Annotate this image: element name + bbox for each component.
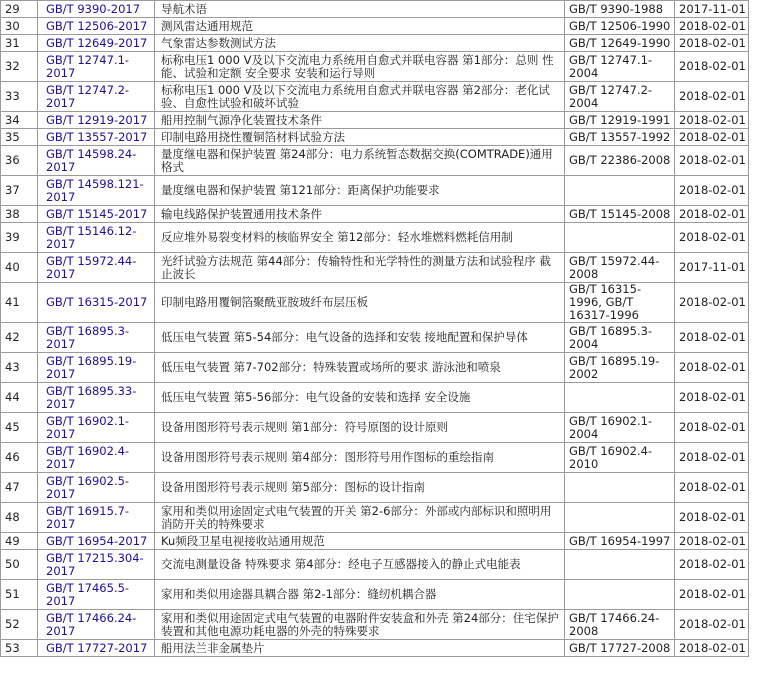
replaced-standard-cell (565, 550, 675, 580)
standard-name-cell: 设备用图形符号表示规则 第4部分：图形符号用作图标的重绘指南 (155, 443, 565, 473)
standard-name-cell: 光纤试验方法规范 第44部分：传输特性和光学特性的测量方法和试验程序 截止波长 (155, 253, 565, 283)
table-row (1, 550, 749, 580)
standard-code-link[interactable]: GB/T 12919-2017 (46, 112, 148, 127)
row-number-cell: 39 (1, 223, 38, 253)
table-row (1, 18, 749, 35)
table-row (1, 443, 749, 473)
row-number-cell: 45 (1, 413, 38, 443)
row-number-cell: 52 (1, 610, 38, 640)
row-number-cell: 49 (1, 533, 38, 550)
standard-code-cell (38, 353, 155, 383)
standard-code-link[interactable]: GB/T 16954-2017 (46, 533, 148, 548)
effective-date-cell: 2018-02-01 (675, 82, 749, 112)
standard-name-cell: 低压电气装置 第5-56部分：电气设备的安装和选择 安全设施 (155, 383, 565, 413)
effective-date-cell: 2018-02-01 (675, 176, 749, 206)
effective-date-cell: 2018-02-01 (675, 35, 749, 52)
standard-code-link[interactable]: GB/T 13557-2017 (46, 129, 148, 144)
row-number-cell: 40 (1, 253, 38, 283)
row-number-cell: 33 (1, 82, 38, 112)
row-number-cell: 50 (1, 550, 38, 580)
effective-date-cell: 2018-02-01 (675, 413, 749, 443)
standard-name-cell: 反应堆外易裂变材料的核临界安全 第12部分：轻水堆燃料燃耗信用制 (155, 223, 565, 253)
standard-code-cell (38, 283, 155, 323)
standard-name-cell: 设备用图形符号表示规则 第5部分：图标的设计指南 (155, 473, 565, 503)
effective-date-cell: 2018-02-01 (675, 323, 749, 353)
row-number-cell: 47 (1, 473, 38, 503)
table-row (1, 533, 749, 550)
standard-code-cell (38, 129, 155, 146)
standard-code-link[interactable]: GB/T 16902.1-2017 (46, 413, 130, 441)
replaced-standard-cell (565, 176, 675, 206)
replaced-standard-cell (565, 383, 675, 413)
standard-code-link[interactable]: GB/T 12649-2017 (46, 35, 148, 50)
effective-date-cell: 2018-02-01 (675, 52, 749, 82)
standard-code-link[interactable]: GB/T 14598.24-2017 (46, 146, 137, 174)
standard-code-link[interactable]: GB/T 16902.4-2017 (46, 443, 130, 471)
standard-name-cell: 家用和类似用途器具耦合器 第2-1部分：缝纫机耦合器 (155, 580, 565, 610)
standard-code-cell (38, 550, 155, 580)
standard-code-cell (38, 503, 155, 533)
standard-code-cell (38, 52, 155, 82)
standard-code-cell (38, 146, 155, 176)
standard-name-cell: 交流电测量设备 特殊要求 第4部分：经电子互感器接入的静止式电能表 (155, 550, 565, 580)
standard-name-cell: 测风雷达通用规范 (155, 18, 565, 35)
replaced-standard-cell: GB/T 12747.2-2004 (565, 82, 675, 112)
replaced-standard-cell: GB/T 12747.1-2004 (565, 52, 675, 82)
standards-table-body (1, 0, 749, 657)
effective-date-cell: 2018-02-01 (675, 383, 749, 413)
row-number-cell: 43 (1, 353, 38, 383)
standard-code-link[interactable]: GB/T 17465.5-2017 (46, 580, 130, 608)
effective-date-cell: 2018-02-01 (675, 146, 749, 176)
standard-name-cell: 设备用图形符号表示规则 第1部分：符号原图的设计原则 (155, 413, 565, 443)
table-row (1, 206, 749, 223)
table-row (1, 35, 749, 52)
standard-code-cell (38, 473, 155, 503)
standard-code-cell (38, 383, 155, 413)
replaced-standard-cell: GB/T 13557-1992 (565, 129, 675, 146)
row-number-cell: 46 (1, 443, 38, 473)
effective-date-cell: 2018-02-01 (675, 129, 749, 146)
table-row (1, 223, 749, 253)
row-number-cell: 41 (1, 283, 38, 323)
standard-code-cell (38, 443, 155, 473)
effective-date-cell: 2018-02-01 (675, 206, 749, 223)
replaced-standard-cell: GB/T 15972.44-2008 (565, 253, 675, 283)
standard-name-cell: 低压电气装置 第7-702部分：特殊装置或场所的要求 游泳池和喷泉 (155, 353, 565, 383)
replaced-standard-cell: GB/T 16902.1-2004 (565, 413, 675, 443)
standard-code-link[interactable]: GB/T 15972.44-2017 (46, 253, 137, 281)
table-row (1, 383, 749, 413)
table-row (1, 323, 749, 353)
table-row (1, 353, 749, 383)
standard-code-link[interactable]: GB/T 16895.19-2017 (46, 353, 137, 381)
effective-date-cell: 2018-02-01 (675, 18, 749, 35)
standard-code-cell (38, 18, 155, 35)
standard-name-cell: 标称电压1 000 V及以下交流电力系统用自愈式并联电容器 第2部分：老化试验、自愈性试验和破坏试验 (155, 82, 565, 112)
standard-code-cell (38, 82, 155, 112)
table-row (1, 413, 749, 443)
replaced-standard-cell: GB/T 16315-1996, GB/T 16317-1996 (565, 283, 675, 323)
table-row (1, 580, 749, 610)
standard-name-cell: 印制电路用挠性覆铜箔材料试验方法 (155, 129, 565, 146)
replaced-standard-cell (565, 503, 675, 533)
standard-code-link[interactable]: GB/T 16915.7-2017 (46, 503, 130, 531)
standard-code-cell (38, 413, 155, 443)
row-number-cell: 35 (1, 129, 38, 146)
table-row (1, 283, 749, 323)
standard-code-link[interactable]: GB/T 15146.12-2017 (46, 223, 137, 251)
row-number-cell: 38 (1, 206, 38, 223)
replaced-standard-cell: GB/T 17466.24-2008 (565, 610, 675, 640)
standard-name-cell: 量度继电器和保护装置 第24部分：电力系统暂态数据交换(COMTRADE)通用格式 (155, 146, 565, 176)
standard-code-cell (38, 580, 155, 610)
standard-code-cell (38, 35, 155, 52)
standard-code-link[interactable]: GB/T 17727-2017 (46, 640, 148, 655)
standard-code-cell (38, 206, 155, 223)
standard-name-cell: 印制电路用覆铜箔聚酰亚胺玻纤布层压板 (155, 283, 565, 323)
row-number-cell: 31 (1, 35, 38, 52)
effective-date-cell: 2018-02-01 (675, 443, 749, 473)
table-row (1, 146, 749, 176)
replaced-standard-cell: GB/T 9390-1988 (565, 1, 675, 18)
row-number-cell: 42 (1, 323, 38, 353)
replaced-standard-cell: GB/T 12919-1991 (565, 112, 675, 129)
replaced-standard-cell: GB/T 16902.4-2010 (565, 443, 675, 473)
table-row (1, 253, 749, 283)
replaced-standard-cell (565, 473, 675, 503)
row-number-cell: 32 (1, 52, 38, 82)
table-row (1, 52, 749, 82)
replaced-standard-cell: GB/T 16895.3-2004 (565, 323, 675, 353)
effective-date-cell: 2018-02-01 (675, 580, 749, 610)
standard-name-cell: 低压电气装置 第5-54部分：电气设备的选择和安装 接地配置和保护导体 (155, 323, 565, 353)
standard-name-cell: Ku频段卫星电视接收站通用规范 (155, 533, 565, 550)
table-row (1, 610, 749, 640)
standard-code-cell (38, 1, 155, 18)
standard-code-link[interactable]: GB/T 16315-2017 (46, 295, 148, 309)
replaced-standard-cell: GB/T 22386-2008 (565, 146, 675, 176)
standard-name-cell: 输电线路保护装置通用技术条件 (155, 206, 565, 223)
table-row (1, 473, 749, 503)
replaced-standard-cell (565, 580, 675, 610)
effective-date-cell: 2018-02-01 (675, 353, 749, 383)
standard-code-link[interactable]: GB/T 16902.5-2017 (46, 473, 130, 501)
standard-name-cell: 船用法兰非金属垫片 (155, 640, 565, 657)
row-number-cell: 37 (1, 176, 38, 206)
standard-name-cell: 导航术语 (155, 1, 565, 18)
table-row (1, 503, 749, 533)
standard-code-cell (38, 533, 155, 550)
standard-code-link[interactable]: GB/T 14598.121-2017 (46, 176, 144, 204)
standard-name-cell: 标称电压1 000 V及以下交流电力系统用自愈式并联电容器 第1部分：总则 性能、试验和定额 安全要求 安装和运行导则 (155, 52, 565, 82)
effective-date-cell: 2018-02-01 (675, 550, 749, 580)
table-row (1, 1, 749, 18)
table-row (1, 112, 749, 129)
row-number-cell: 29 (1, 1, 38, 18)
standard-name-cell: 家用和类似用途固定式电气装置的电器附件安装盒和外壳 第24部分：住宅保护装置和其他电源功耗电器的外壳的特殊要求 (155, 610, 565, 640)
replaced-standard-cell: GB/T 15145-2008 (565, 206, 675, 223)
standard-code-cell (38, 610, 155, 640)
standard-code-cell (38, 640, 155, 657)
replaced-standard-cell: GB/T 16895.19-2002 (565, 353, 675, 383)
replaced-standard-cell: GB/T 12506-1990 (565, 18, 675, 35)
table-row (1, 640, 749, 657)
standard-code-link[interactable]: GB/T 16895.3-2017 (46, 323, 130, 351)
standard-code-link[interactable]: GB/T 12747.2-2017 (46, 82, 130, 110)
effective-date-cell: 2018-02-01 (675, 283, 749, 323)
row-number-cell: 51 (1, 580, 38, 610)
replaced-standard-cell (565, 223, 675, 253)
table-row (1, 129, 749, 146)
effective-date-cell: 2017-11-01 (675, 253, 749, 283)
standard-code-link[interactable]: GB/T 15145-2017 (46, 206, 148, 221)
effective-date-cell: 2018-02-01 (675, 533, 749, 550)
standard-code-cell (38, 223, 155, 253)
row-number-cell: 30 (1, 18, 38, 35)
row-number-cell: 36 (1, 146, 38, 176)
row-number-cell: 34 (1, 112, 38, 129)
standard-code-link[interactable]: GB/T 16895.33-2017 (46, 383, 137, 411)
effective-date-cell: 2018-02-01 (675, 223, 749, 253)
replaced-standard-cell: GB/T 16954-1997 (565, 533, 675, 550)
standard-code-link[interactable]: GB/T 9390-2017 (46, 1, 141, 16)
standard-code-link[interactable]: GB/T 17466.24-2017 (46, 610, 137, 638)
effective-date-cell: 2017-11-01 (675, 1, 749, 18)
effective-date-cell: 2018-02-01 (675, 610, 749, 640)
effective-date-cell: 2018-02-01 (675, 473, 749, 503)
row-number-cell: 44 (1, 383, 38, 413)
standard-code-cell (38, 112, 155, 129)
table-row (1, 176, 749, 206)
replaced-standard-cell: GB/T 12649-1990 (565, 35, 675, 52)
standard-name-cell: 气象雷达参数测试方法 (155, 35, 565, 52)
standard-code-cell (38, 323, 155, 353)
effective-date-cell: 2018-02-01 (675, 640, 749, 657)
standard-code-link[interactable]: GB/T 12506-2017 (46, 18, 148, 33)
standard-code-link[interactable]: GB/T 17215.304-2017 (46, 550, 144, 578)
replaced-standard-cell: GB/T 17727-2008 (565, 640, 675, 657)
standard-name-cell: 船用控制气源净化装置技术条件 (155, 112, 565, 129)
row-number-cell: 48 (1, 503, 38, 533)
standard-name-cell: 家用和类似用途固定式电气装置的开关 第2-6部分：外部或内部标识和照明用消防开关的特殊要求 (155, 503, 565, 533)
effective-date-cell: 2018-02-01 (675, 112, 749, 129)
table-row (1, 82, 749, 112)
standard-name-cell: 量度继电器和保护装置 第121部分：距离保护功能要求 (155, 176, 565, 206)
standard-code-cell (38, 253, 155, 283)
standard-code-link[interactable]: GB/T 12747.1-2017 (46, 52, 130, 80)
standard-code-cell (38, 176, 155, 206)
effective-date-cell: 2018-02-01 (675, 503, 749, 533)
row-number-cell: 53 (1, 640, 38, 657)
